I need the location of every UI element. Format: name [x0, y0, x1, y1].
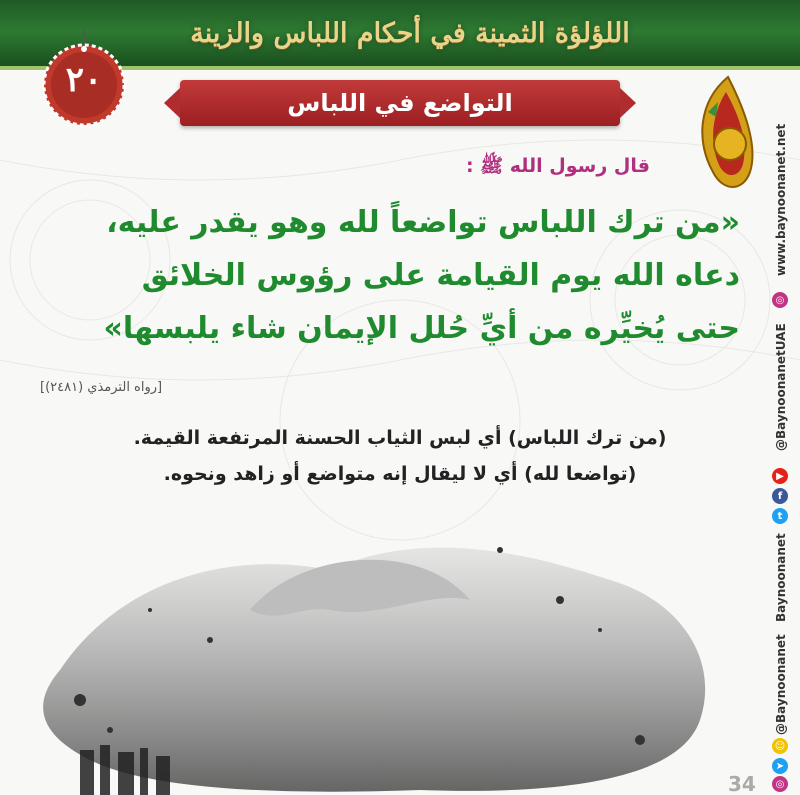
title-bar	[180, 80, 620, 126]
series-title: اللؤلؤة الثمينة في أحكام اللباس والزينة	[190, 17, 630, 49]
note-line: (تواضعا لله) أي لا ليقال إنه متواضع أو زاهد ونحوه.	[163, 463, 637, 485]
hadith-line: حتى يُخيِّره من أيِّ حُلل الإيمان شاء يلبسها»	[103, 311, 740, 346]
telegram-icon: ➤	[772, 758, 788, 774]
page-title: التواضع في اللباس	[287, 89, 513, 117]
page-number: 34	[728, 772, 756, 795]
handle-snapchat: @Baynoonanet	[774, 634, 788, 736]
website-url: www.baynoonanet.net	[774, 123, 788, 277]
badge-number: ٢٠	[65, 60, 103, 100]
note-line: (من ترك اللباس) أي لبس الثياب الحسنة المرتفعة القيمة.	[133, 427, 667, 449]
snapchat-icon: ☺	[772, 738, 788, 754]
baynoona-logo	[688, 72, 760, 202]
hadith-line: دعاه الله يوم القيامة على رؤوس الخلائق	[141, 258, 740, 293]
facebook-icon: f	[772, 488, 788, 504]
hadith-intro: قال رسول الله ﷺ :	[465, 155, 650, 177]
hadith-line: «من ترك اللباس تواضعاً لله وهو يقدر عليه،	[106, 205, 740, 240]
youtube-icon: ▶	[772, 468, 788, 484]
twitter-icon: t	[772, 508, 788, 524]
handle-facebook: Baynoonanet	[774, 533, 788, 623]
handle-instagram: @BaynoonanetUAE	[774, 323, 788, 451]
instagram-icon: ◎	[772, 292, 788, 308]
hadith-text	[35, 196, 755, 355]
ink-splash-decoration	[0, 490, 770, 795]
hadith-source: [رواه الترمذي (٢٤٨١)]	[40, 380, 163, 395]
explanation-notes	[100, 420, 700, 492]
instagram-icon-2: ◎	[772, 776, 788, 792]
